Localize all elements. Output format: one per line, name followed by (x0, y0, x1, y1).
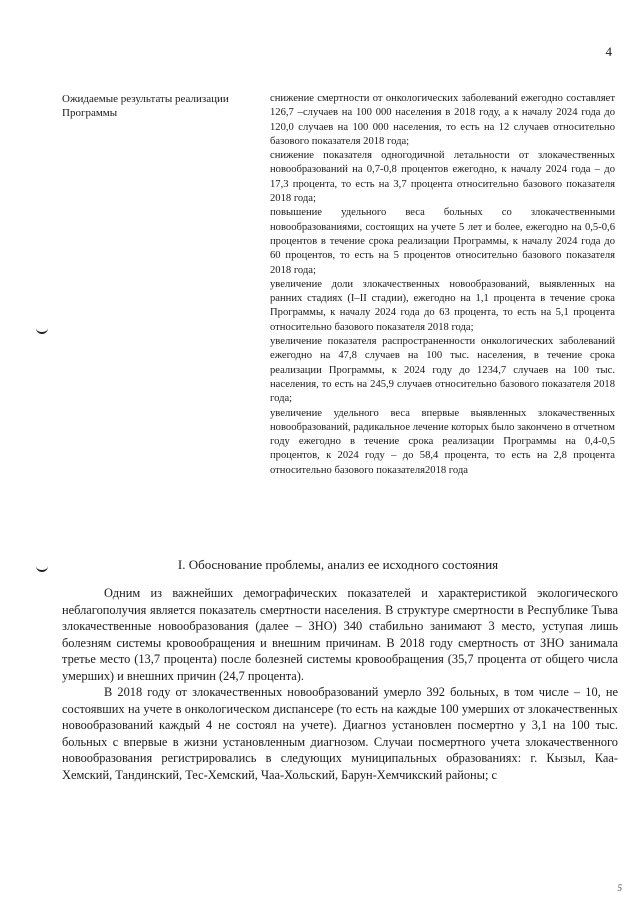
body-paragraph: В 2018 году от злокачественных новообразований умерло 392 больных, в том числе – 10, не состоявших на учете в онкологическом диспансере (то есть на каждые 100 умерших от злокачественных новообразований каждый 4 не состоял на учете). Диагноз установлен посмертно у 3,1 на 100 тыс. больных с впервые в жизни установленным диагнозом. Случаи посмертного учета злокачественного новообразования регистрировались в следующих муниципальных образованиях: г. Кызыл, Каа-Хемский, Тандинский, Тес-Хемский, Чаа-Хольский, Барун-Хемчикский районы; с (62, 685, 618, 782)
scan-artifact-mark (36, 325, 48, 334)
expected-result-item: снижение показателя одногодичной летальности от злокачественных новообразований на 0,7-0,8 процентов ежегодно, к началу 2024 года – до 17,3 процента, то есть на 3,7 процента относительно базового показателя 2018 года; (270, 150, 615, 205)
expected-result-item: увеличение доли злокачественных новообразований, выявленных на ранних стадиях (I–II стадии), ежегодно на 1,1 процента в течение срока Программы, к началу 2024 года до 63 процента, то есть на 5,1 процента относительно базового показателя 2018 года; (270, 278, 615, 333)
expected-result-item: увеличение удельного веса впервые выявленных злокачественных новообразований, радикальное лечение которых было закончено в отчетном году ежегодно в течение срока реализации Программы на 0,4-0,5 процентов, к 2024 году – до 58,4 процента, то есть на 2,8 процента относительно базового показателя2018 года (270, 407, 615, 476)
section-heading: I. Обоснование проблемы, анализ ее исходного состояния (177, 557, 499, 572)
passport-expected-results-row (62, 92, 622, 478)
expected-result-item: повышение удельного веса больных со злокачественными новообразованиями, состоящих на учете 5 лет и более, ежегодно на 0,5-0,6 процентов в течение срока реализации Программы, к началу 2024 года до 60 процентов, то есть на 5 процентов относительно базового показателя 2018 года; (270, 207, 615, 276)
passport-value (270, 92, 615, 478)
expected-result-item: снижение смертности от онкологических заболеваний ежегодно составляет 126,7 –случаев на 100 000 населения в 2018 году, а к началу 2024 года до 120,0 случаев на 100 000 населения, то есть на 12 случаев относительно базового показателя 2018 года; (270, 93, 615, 147)
corner-page-mark: 5 (617, 883, 622, 893)
page-number: 4 (605, 44, 612, 59)
body-paragraph: Одним из важнейших демографических показателей и характеристикой экологического неблагополучия является показатель смертности населения. В структуре смертности в Республике Тыва злокачественные новообразования (далее – ЗНО) 340 стабильно занимают 3 место, уступая лишь болезням системы кровообращения и внешним причинам. В 2018 году смертность от ЗНО занимала третье место (13,7 процента) после болезней системы кровообращения (35,7 процента от общего числа умерших) и внешних причин (24,7 процента). (62, 586, 618, 683)
section-body (62, 585, 618, 783)
passport-label: Ожидаемые результаты реализации Программы (62, 93, 229, 120)
expected-result-item: увеличение показателя распространенности онкологических заболеваний ежегодно на 47,8 случаев на 100 тыс. населения, в течение срока реализации Программы, к 2024 году до 1234,7 случаев на 100 тыс. населения, то есть на 245,9 случаев относительно базового показателя 2018 года; (270, 336, 615, 405)
